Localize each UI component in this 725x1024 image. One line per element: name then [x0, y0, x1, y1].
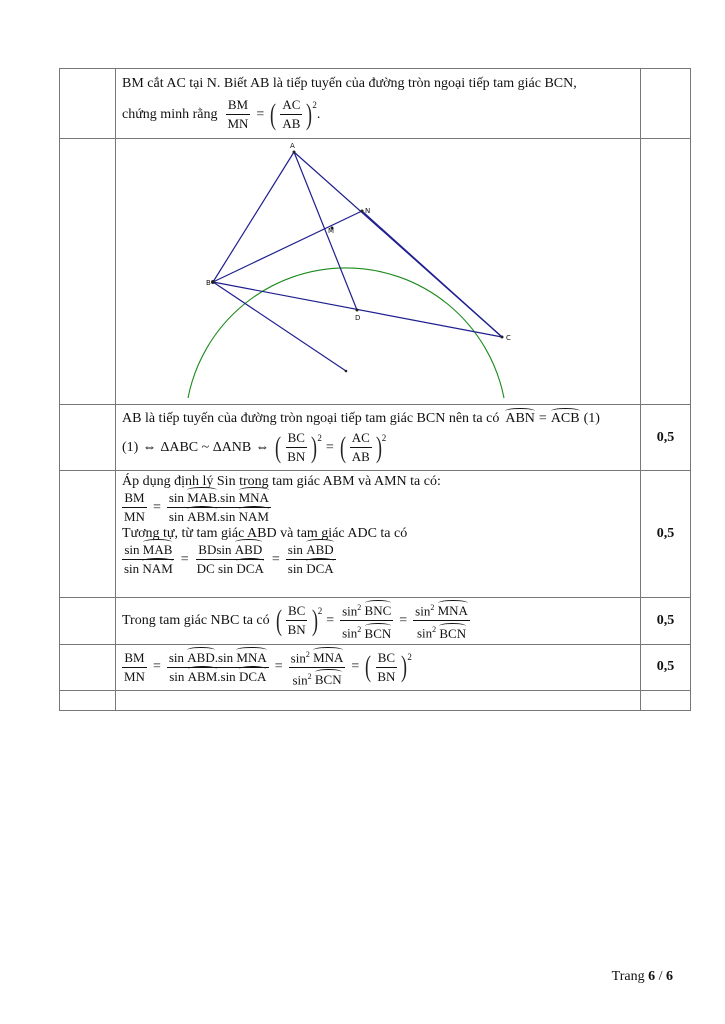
geometry-figure	[116, 139, 628, 399]
step1-cell: AB là tiếp tuyến của đường tròn ngoại tiếp tam giác BCN nên ta có ABN = ACB (1) (1) ⇔ ΔABC ~ ΔANB ⇔ ( $\frac{BC}{BN}$ ) 2 = ( $\frac{AC}{AB}$ ) 2	[116, 405, 641, 471]
score-step3: 0,5	[641, 598, 691, 645]
segment-nc	[362, 211, 502, 337]
figure-row	[60, 139, 691, 405]
angle-abn: ABN	[505, 411, 535, 426]
figure-cell	[116, 139, 641, 405]
step4-row	[60, 644, 691, 691]
problem-line1: BM cắt AC tại N. Biết AB là tiếp tuyến của đường tròn ngoại tiếp tam giác BCN,	[122, 76, 577, 91]
equals-sign: =	[256, 106, 265, 122]
step2-similar: Tương tự, từ tam giác ABD và tam giác ADC ta có	[122, 526, 408, 541]
step1-row	[60, 405, 691, 471]
label-a: A	[290, 142, 295, 150]
label-m: M	[328, 227, 335, 235]
step2-row	[60, 471, 691, 598]
angle-acb: ACB	[550, 411, 580, 426]
page-total: 6	[666, 969, 673, 984]
step3-text: Trong tam giác NBC ta có	[122, 612, 270, 628]
page-footer: Trang 6 / 6	[611, 969, 673, 984]
step1-text: AB là tiếp tuyến của đường tròn ngoại tiếp tam giác BCN nên ta có	[122, 411, 500, 426]
page-number: 6	[648, 969, 656, 984]
score-step4: 0,5	[641, 644, 691, 691]
label-n: N	[365, 207, 371, 215]
paren-ac-ab: ( $\frac{AC}{AB}$ ) 2	[270, 97, 317, 131]
circumcircle-arc	[188, 268, 504, 398]
label-c: C	[506, 334, 511, 342]
step3-row	[60, 598, 691, 645]
similar-triangles: ΔABC ~ ΔANB	[160, 439, 252, 455]
label-d: D	[355, 314, 361, 322]
score-step1: 0,5	[641, 405, 691, 471]
score-step2: 0,5	[641, 471, 691, 598]
sine-ratio-1: $\frac{\text{sin MAB.sin MNA}}{\text{sin ABM.sin NAM}}$	[168, 490, 269, 524]
step2-intro: Áp dụng định lý Sin trong tam giác ABM và AMN ta có:	[122, 474, 441, 489]
solution-table	[59, 68, 691, 711]
empty-row	[60, 691, 691, 711]
step2-cell: Áp dụng định lý Sin trong tam giác ABM và AMN ta có: $\frac{BM}{MN}$ = $\frac{\text{sin MAB.sin MNA}}{\text{sin ABM.sin NAM}}$ Tương tự, từ tam giác ABD và tam giác ADC ta có $\frac{\text{sin MAB}}{\text{sin NAM}}$ = $\frac{\text{BDsin ABD}}{\text{DC sin DCA}}$ = $\frac{\text{sin ABD}}{\text{sin DCA}}$	[116, 471, 641, 598]
problem-cell: BM cắt AC tại N. Biết AB là tiếp tuyến của đường tròn ngoại tiếp tam giác BCN, chứng minh rằng $\frac{BM}{MN}$ = ( $\frac{AC}{AB}$ ) 2 .	[116, 69, 641, 139]
fraction-bm-mn: $\frac{BM}{MN}$	[227, 97, 249, 131]
step3-cell: Trong tam giác NBC ta có ( $\frac{BC}{BN}$ ) 2 = $\frac{\sin^2 BNC}{\sin^2 BCN}$ = $\frac{\sin^2 MNA}{\sin^2 BCN}$	[116, 598, 641, 645]
step4-cell: $\frac{BM}{MN}$ = $\frac{\text{sin ABD.sin MNA}}{\text{sin ABM.sin DCA}}$ = $\frac{\sin^2 MNA}{\sin^2 BCN}$ = ( $\frac{BC}{BN}$ ) 2	[116, 644, 641, 691]
problem-line2-prefix: chứng minh rằng	[122, 106, 218, 122]
label-b: B	[206, 279, 211, 287]
segment-b-ray	[213, 282, 346, 371]
problem-row	[60, 69, 691, 139]
segment-ad	[294, 152, 357, 310]
